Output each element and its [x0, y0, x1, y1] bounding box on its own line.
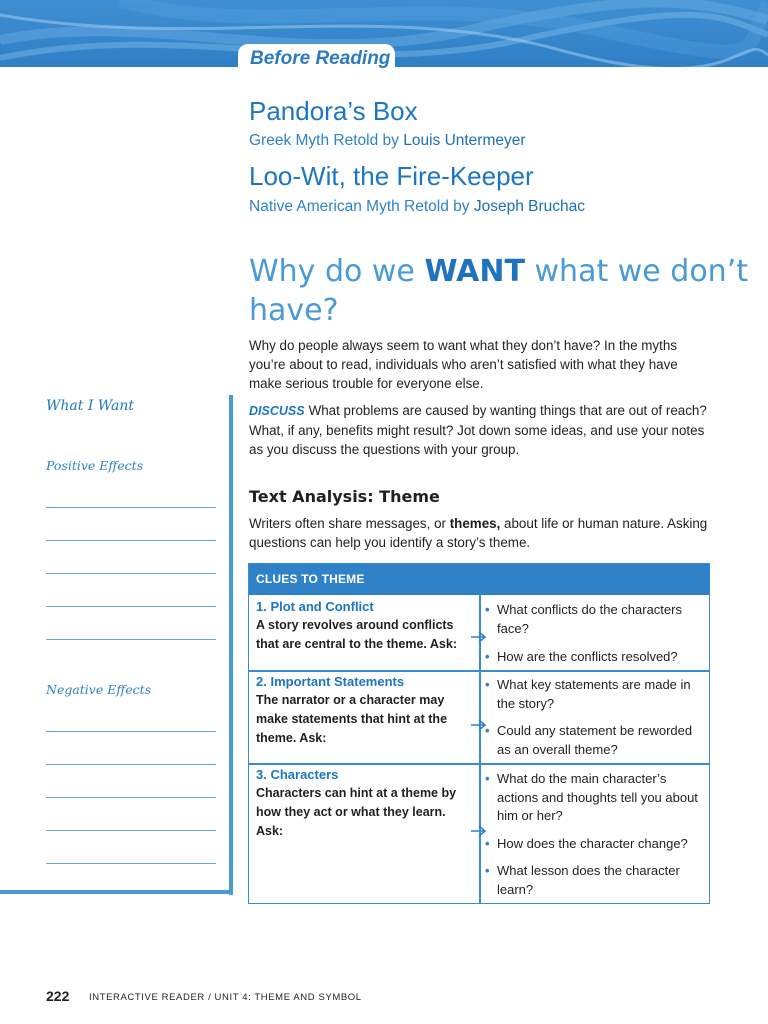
positive-write-line[interactable] — [46, 540, 216, 541]
notes-title: What I Want — [46, 398, 134, 414]
running-footer: INTERACTIVE READER / UNIT 4: THEME AND SYMBOL — [89, 992, 362, 1003]
clue-description: Characters can hint at a theme by how they act or what they learn. Ask: — [256, 786, 457, 838]
table-row-clue — [256, 673, 474, 748]
intro-paragraph: Why do people always seem to want what they don’t have? In the myths you’re about to read, individuals who aren’t satisfied with what they have make serious trouble for everyone else. — [249, 338, 678, 391]
selection-byline-2 — [249, 198, 585, 216]
bullet-icon: • — [485, 723, 490, 738]
big-question-emphasis: WANT — [424, 254, 525, 289]
question-bullet — [485, 601, 705, 638]
section-tab-label: Before Reading — [250, 48, 391, 69]
bullet-icon: • — [485, 771, 490, 786]
text-analysis-body-end: about life or human nature. Asking questions can help you identify a story’s theme. — [249, 516, 708, 550]
byline-prefix-2: Native American Myth Retold by — [249, 198, 474, 215]
negative-write-line[interactable] — [46, 797, 216, 798]
positive-effects-label: Positive Effects — [46, 458, 144, 473]
text-analysis-body-start: Writers often share messages, or — [249, 516, 450, 531]
discuss-paragraph — [249, 401, 711, 459]
question-bullet — [485, 722, 705, 759]
negative-write-line[interactable] — [46, 863, 216, 864]
notes-frame-vertical — [229, 395, 233, 895]
big-question — [249, 252, 749, 330]
question-text: What conflicts do the characters face? — [497, 602, 682, 636]
selection-byline-1 — [249, 132, 526, 150]
bullet-icon: • — [485, 677, 490, 692]
notes-frame-horizontal — [0, 890, 233, 894]
row-divider — [249, 763, 709, 765]
question-bullet — [485, 862, 705, 899]
question-text: Could any statement be reworded as an overall theme? — [497, 723, 693, 757]
clue-description: The narrator or a character may make statements that hint at the theme. Ask: — [256, 693, 448, 745]
positive-write-line[interactable] — [46, 507, 216, 508]
selection-title-1: Pandora’s Box — [249, 96, 418, 126]
row-divider — [249, 670, 709, 672]
table-row-clue — [256, 598, 474, 654]
positive-write-line[interactable] — [46, 573, 216, 574]
question-text: How does the character change? — [497, 836, 688, 851]
negative-write-line[interactable] — [46, 830, 216, 831]
discuss-text: What problems are caused by wanting things that are out of reach? What, if any, benefits might result? Jot down some ideas, and use your notes as you discuss the questions with your group. — [249, 403, 707, 457]
bullet-icon: • — [485, 863, 490, 878]
question-bullet — [485, 676, 705, 713]
selection-title-2: Loo-Wit, the Fire-Keeper — [249, 161, 534, 191]
clue-description: A story revolves around conflicts that are central to the theme. Ask: — [256, 618, 457, 651]
question-text: What do the main character’s actions and thoughts tell you about him or her? — [497, 771, 698, 823]
question-bullet — [485, 770, 705, 826]
byline-author-1: Louis Untermeyer — [403, 132, 526, 149]
question-text: How are the conflicts resolved? — [497, 649, 678, 664]
question-bullet — [485, 835, 705, 854]
big-question-start: Why do we — [249, 254, 425, 289]
question-text: What lesson does the character learn? — [497, 863, 680, 897]
negative-write-line[interactable] — [46, 731, 216, 732]
bullet-icon: • — [485, 836, 490, 851]
clues-to-theme-table — [248, 563, 710, 904]
clue-title: 1. Plot and Conflict — [256, 599, 374, 614]
byline-author-2: Joseph Bruchac — [473, 198, 585, 215]
positive-write-line[interactable] — [46, 639, 216, 640]
byline-prefix-1: Greek Myth Retold by — [249, 132, 404, 149]
bullet-icon: • — [485, 649, 490, 664]
table-header-label: CLUES TO THEME — [256, 572, 365, 586]
clue-title: 3. Characters — [256, 767, 339, 782]
positive-write-line[interactable] — [46, 606, 216, 607]
text-analysis-heading: Text Analysis: Theme — [249, 487, 440, 506]
text-analysis-body — [249, 514, 711, 552]
negative-write-line[interactable] — [46, 764, 216, 765]
discuss-label: DISCUSS — [249, 404, 305, 418]
question-bullet — [485, 648, 705, 667]
question-text: What key statements are made in the story? — [497, 677, 691, 711]
bullet-icon: • — [485, 602, 490, 617]
page-number: 222 — [46, 988, 70, 1004]
text-analysis-key-term: themes, — [449, 516, 501, 531]
big-question-end: what we don’t have? — [249, 254, 748, 328]
negative-effects-label: Negative Effects — [46, 682, 152, 697]
table-row-clue — [256, 766, 474, 841]
clue-title: 2. Important Statements — [256, 674, 405, 689]
